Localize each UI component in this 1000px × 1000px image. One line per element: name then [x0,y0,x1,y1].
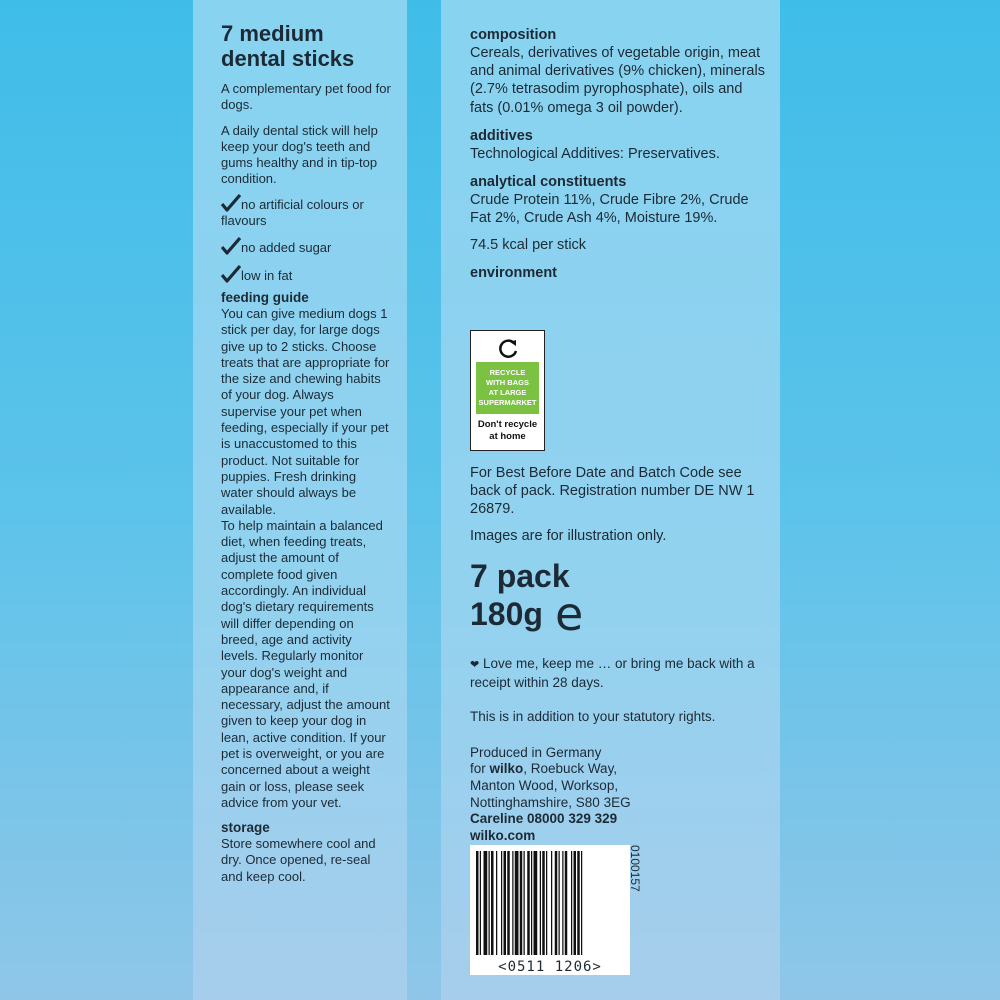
barcode-bar [512,851,513,955]
side-code: 0100157 [628,845,642,892]
environment-heading: environment [470,264,558,281]
feeding-guide-heading: feeding guide [221,289,309,305]
recycle-green-box [476,362,539,414]
recycle-line: SUPERMARKET [478,398,537,407]
claim-row [221,265,391,284]
barcode-bar [555,851,558,955]
barcode-bar [562,851,563,955]
left-column [221,0,391,885]
address-line-1 [470,761,765,778]
careline: Careline 08000 329 329 [470,811,618,827]
barcode-bar [546,851,547,955]
barcode-bars [470,845,630,957]
barcode-bar [480,851,481,955]
product-title [221,21,391,71]
heart-icon: ❤ [470,658,480,671]
intro-text: A complementary pet food for dogs. [221,81,391,113]
recycle-line: AT LARGE [488,388,527,397]
barcode-number: <0511 1206> [498,959,602,975]
composition-text: Cereals, derivatives of vegetable origin, meat and animal derivatives (9% chicken), minerals (2.7% tetrasodim pyrophosphate), oils and fats (0.01% omega 3 oil powder). [470,45,765,116]
barcode-bar [534,851,538,955]
pack-count: 7 pack [470,557,570,594]
best-before-text: For Best Before Date and Batch Code see back of pack. Registration number DE NW 1 26879. [470,465,755,518]
composition-heading: composition [470,27,557,43]
net-weight: 180g [470,595,543,632]
barcode-bar [540,851,541,955]
title-line-1: 7 medium [221,21,324,46]
statutory-text: This is in addition to your statutory rights. [470,708,716,724]
storage-text: Store somewhere cool and dry. Once opened, re-seal and keep cool. [221,836,376,884]
love-text: Love me, keep me … or bring me back with a receipt within 28 days. [470,655,755,690]
barcode-bar [581,851,582,955]
barcode-bar [489,851,490,955]
kcal-text: 74.5 kcal per stick [470,237,587,254]
claim-row [221,194,391,230]
for-prefix: for [470,761,490,777]
barcode-bar [559,851,560,955]
title-line-2: dental sticks [221,46,355,71]
feeding-guide-text-2: To help maintain a balanced diet, when feeding treats, adjust the amount of complete food given accordingly. An individual dog's dietary requirements will differ depending on breed, age and activity levels. Regularly monitor your dog's weight and appearance and, if necessary, adjust the amount given to keep your dog in lean, active condition. If your pet is overweight, or you are concerned about a weight gain or loss, please seek advice from your vet. [221,517,390,810]
claim-row [221,237,391,256]
barcode-bar [531,851,532,955]
barcode-bar [501,851,502,955]
claim-text: low in fat [241,267,293,283]
barcode-bar [527,851,530,955]
images-note: Images are for illustration only. [470,527,667,544]
analytical-text: Crude Protein 11%, Crude Fibre 2%, Crude Fat 2%, Crude Ash 4%, Moisture 19%. [470,192,749,227]
barcode-bar [496,851,497,955]
claim-text: no added sugar [241,240,332,256]
recycle-arrow-icon [495,336,521,360]
barcode-bar [574,851,577,955]
barcode-bar [507,851,510,955]
recycle-line: WITH BAGS [486,378,529,387]
address-line-3: Nottinghamshire, S80 3EG [470,794,631,810]
net-weight-row [470,586,765,641]
barcode-bar [504,851,507,955]
feeding-guide-text: You can give medium dogs 1 stick per day, for large dogs give up to 2 sticks. Choose treats that are appropriate for the size and chewing habits of your dog. Always supervise your pet when feeding, especially if your pet is unaccustomed to this product. Not suitable for puppies. Fresh drinking water should always be available. [221,305,390,517]
barcode-bar [491,851,494,955]
barcode-bar [515,851,519,955]
barcode-bar [484,851,488,955]
daily-text: A daily dental stick will help keep your dog's teeth and gums healthy and in tip-top condition. [221,122,378,187]
brand-name: wilko [489,761,524,777]
checkmark-icon [221,237,241,255]
dont-recycle-text [471,419,544,443]
website: wilko.com [470,827,536,843]
checkmark-icon [221,194,241,212]
checkmark-icon [221,265,241,283]
barcode-bar [524,851,525,955]
love-text-row [470,655,765,691]
barcode-bar [542,851,545,955]
storage-heading: storage [221,820,270,836]
analytical-heading: analytical constituents [470,174,627,191]
additives-heading: additives [470,127,533,144]
barcode-bar [571,851,572,955]
right-lower-column [470,464,765,844]
barcode-bar [520,851,523,955]
barcode [470,845,630,975]
address-block [470,745,765,845]
dont-recycle-line: at home [489,431,526,442]
estimated-sign-icon: e [554,586,584,641]
address-line-2: Manton Wood, Worksop, [470,778,619,793]
barcode-bar [476,851,479,955]
right-column [470,0,765,282]
claim-text: no artificial colours or flavours [221,196,364,229]
recycle-label [470,330,545,451]
produced-in: Produced in Germany [470,744,602,760]
additives-text: Technological Additives: Preservatives. [470,145,720,162]
barcode-bar [565,851,568,955]
recycle-line: RECYCLE [489,368,526,377]
barcode-bar [551,851,552,955]
address-part: , Roebuck Way, [523,761,618,777]
barcode-bar [577,851,580,955]
dont-recycle-line: Don't recycle [477,419,538,430]
